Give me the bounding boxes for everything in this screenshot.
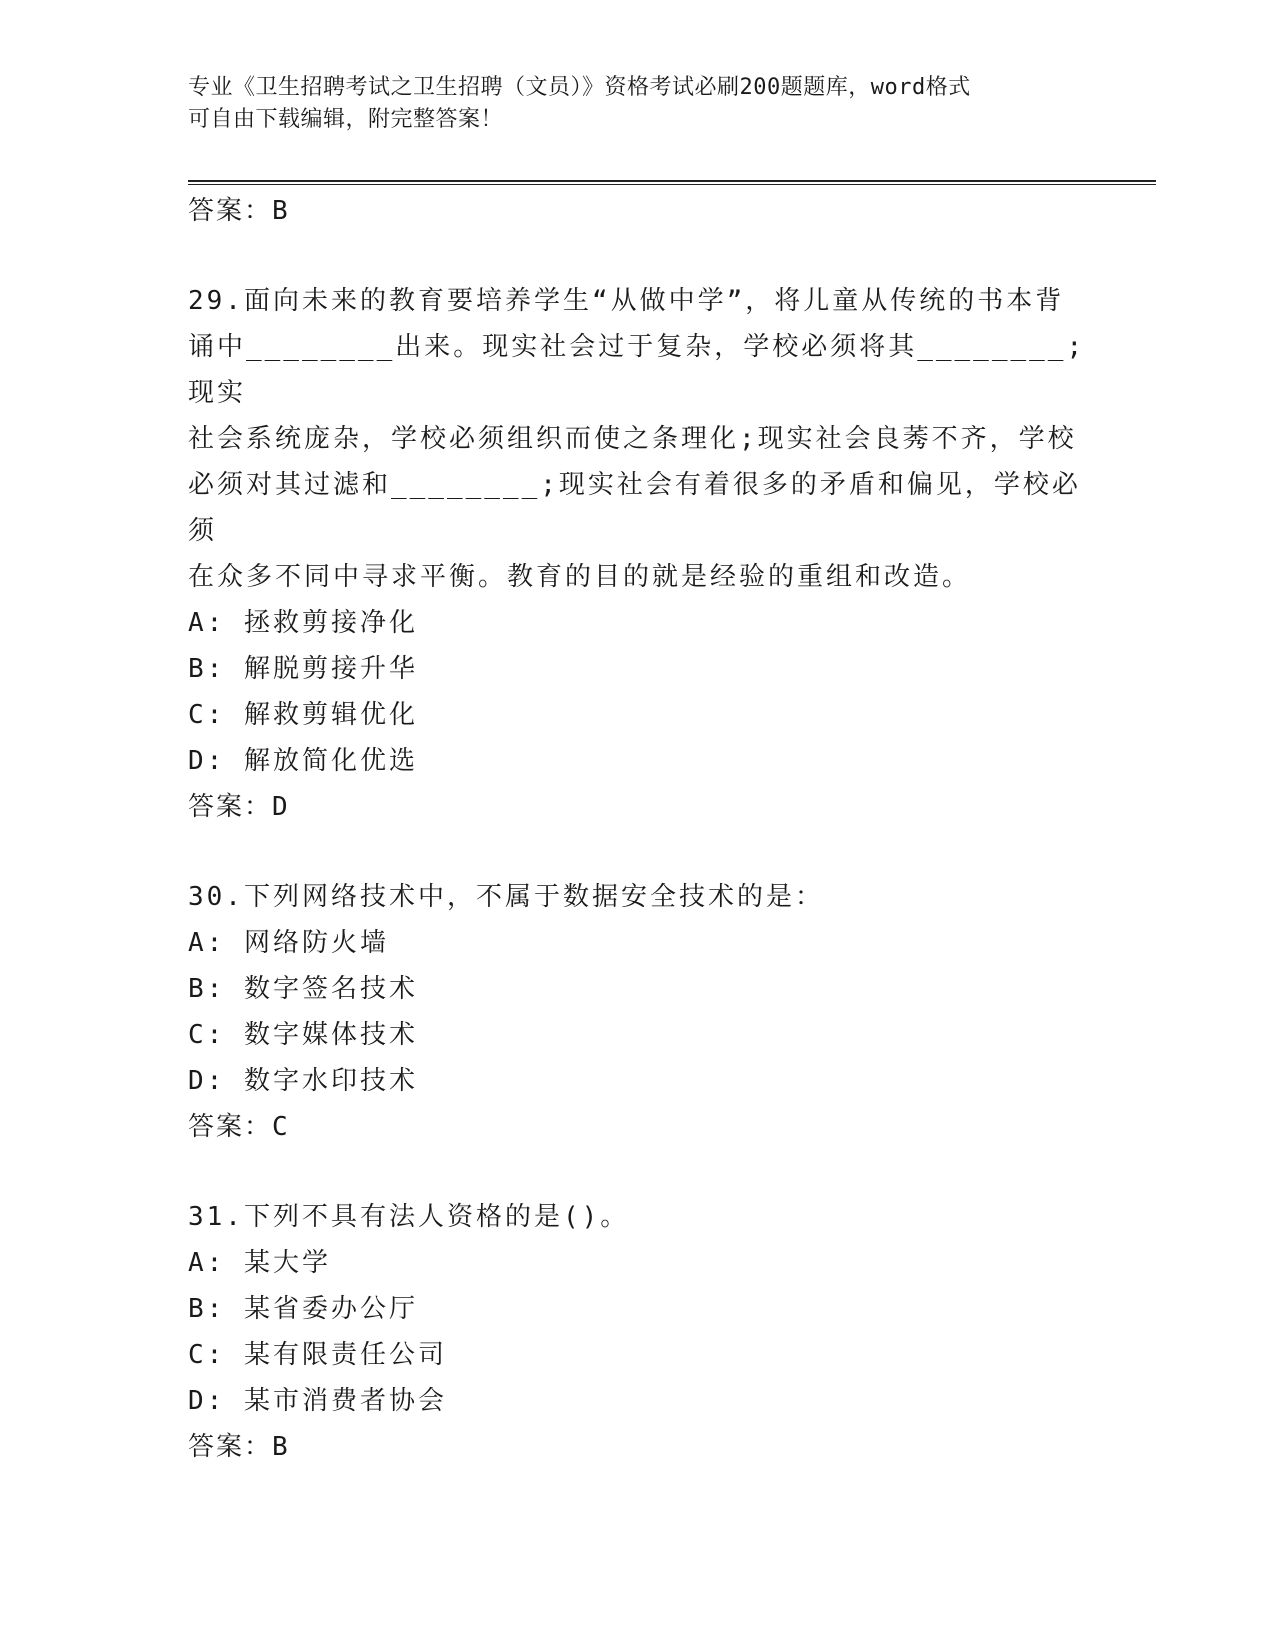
option-b: B: 某省委办公厅 — [188, 1294, 418, 1324]
option-a: A: 拯救剪接净化 — [188, 608, 418, 638]
option-c: C: 解救剪辑优化 — [188, 700, 418, 730]
option-d: D: 解放简化优选 — [188, 746, 418, 776]
answer: 答案：C — [188, 1112, 290, 1142]
question-stem-line: 诵中________出来。现实社会过于复杂，学校必须将其________;现实 — [188, 332, 1086, 408]
option-d: D: 数字水印技术 — [188, 1066, 418, 1096]
option-b: B: 数字签名技术 — [188, 974, 418, 1004]
option-b: B: 解脱剪接升华 — [188, 654, 418, 684]
page-content — [188, 188, 1088, 1470]
option-d: D: 某市消费者协会 — [188, 1386, 447, 1416]
question-stem-line: 30.下列网络技术中，不属于数据安全技术的是： — [188, 882, 824, 912]
option-a: A: 某大学 — [188, 1248, 331, 1278]
header-line-2: 可自由下载编辑，附完整答案！ — [188, 107, 504, 132]
answer: 答案：B — [188, 1432, 290, 1462]
question-31 — [188, 1194, 1088, 1470]
document-header — [188, 72, 1068, 136]
question-stem-line: 社会系统庞杂，学校必须组织而使之条理化;现实社会良莠不齐，学校 — [188, 424, 1077, 454]
question-stem-line: 在众多不同中寻求平衡。教育的目的就是经验的重组和改造。 — [188, 562, 972, 592]
header-line-1: 专业《卫生招聘考试之卫生招聘（文员）》资格考试必刷200题题库，word格式 — [188, 75, 971, 100]
answer-previous: 答案：B — [188, 196, 290, 226]
question-29 — [188, 278, 1088, 830]
option-c: C: 某有限责任公司 — [188, 1340, 447, 1370]
answer: 答案：D — [188, 792, 290, 822]
option-c: C: 数字媒体技术 — [188, 1020, 418, 1050]
question-stem-line: 31.下列不具有法人资格的是()。 — [188, 1202, 630, 1232]
question-30 — [188, 874, 1088, 1150]
question-stem-line: 必须对其过滤和________;现实社会有着很多的矛盾和偏见，学校必须 — [188, 470, 1081, 546]
question-stem-line: 29.面向未来的教育要培养学生“从做中学”，将儿童从传统的书本背 — [188, 286, 1065, 316]
option-a: A: 网络防火墙 — [188, 928, 389, 958]
header-divider-thin — [188, 184, 1156, 185]
header-divider-thick — [188, 180, 1156, 182]
